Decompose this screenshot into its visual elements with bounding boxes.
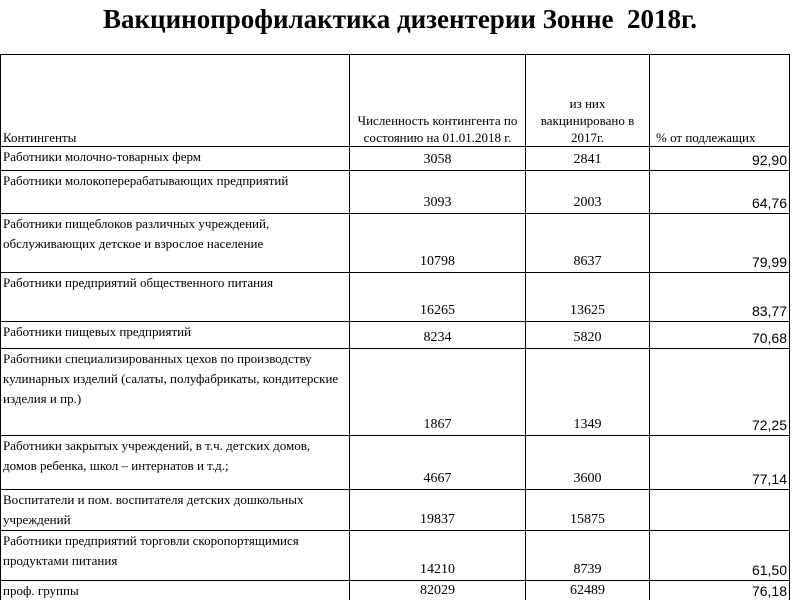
vaccination-table [0,54,790,600]
row-vaccinated: 3600 [526,436,650,490]
row-name: Работники молочно-товарных ферм [1,147,350,171]
page-title: Вакцинопрофилактика дизентерии Зонне 2018г. [102,4,697,34]
row-percent [650,490,790,531]
row-name: Работники пищеблоков различных учреждений, обслуживающих детское и взрослое население [1,214,350,273]
row-count: 10798 [350,214,526,273]
row-name: Работники пищевых предприятий [1,322,350,349]
header-contingent: Контингенты [1,55,350,147]
row-percent: 92,90 [650,147,790,171]
table-row [1,214,790,273]
row-vaccinated: 8739 [526,531,650,581]
table-row [1,349,790,436]
row-vaccinated: 8637 [526,214,650,273]
table-row [1,490,790,531]
row-count: 16265 [350,273,526,322]
row-vaccinated: 13625 [526,273,650,322]
header-percent: % от подлежащих [650,55,790,147]
row-vaccinated: 2003 [526,171,650,214]
table-row [1,436,790,490]
row-percent: 77,14 [650,436,790,490]
table-row [1,531,790,581]
row-count: 3093 [350,171,526,214]
row-percent: 83,77 [650,273,790,322]
row-percent: 76,18 [650,581,790,600]
row-name: Работники молокоперерабатывающих предприятий [1,171,350,214]
row-name: Работники закрытых учреждений, в т.ч. детских домов, домов ребенка, школ – интернатов и т.д.; [1,436,350,490]
row-vaccinated: 62489 [526,581,650,600]
row-name: Работники специализированных цехов по производству кулинарных изделий (салаты, полуфабрикаты, кондитерские изделия и пр.) [1,349,350,436]
table-row [1,322,790,349]
row-name: Работники предприятий общественного питания [1,273,350,322]
table-row [1,147,790,171]
table-row-total [1,581,790,600]
table-row [1,171,790,214]
row-percent: 79,99 [650,214,790,273]
row-name: Воспитатели и пом. воспитателя детских дошкольных учреждений [1,490,350,531]
row-vaccinated: 15875 [526,490,650,531]
row-count: 1867 [350,349,526,436]
row-percent: 72,25 [650,349,790,436]
row-vaccinated: 5820 [526,322,650,349]
row-count: 14210 [350,531,526,581]
row-vaccinated: 2841 [526,147,650,171]
table-row [1,273,790,322]
row-vaccinated: 1349 [526,349,650,436]
row-percent: 64,76 [650,171,790,214]
row-count: 4667 [350,436,526,490]
row-percent: 61,50 [650,531,790,581]
row-count: 8234 [350,322,526,349]
row-percent: 70,68 [650,322,790,349]
table-header-row [1,55,790,147]
row-count: 82029 [350,581,526,600]
row-count: 19837 [350,490,526,531]
header-count: Численность контингента по состоянию на 01.01.2018 г. [350,55,526,147]
row-name: проф. группы [1,581,350,600]
header-vaccinated: из них вакцинировано в 2017г. [526,55,650,147]
row-name: Работники предприятий торговли скоропортящимися продуктами питания [1,531,350,581]
row-count: 3058 [350,147,526,171]
